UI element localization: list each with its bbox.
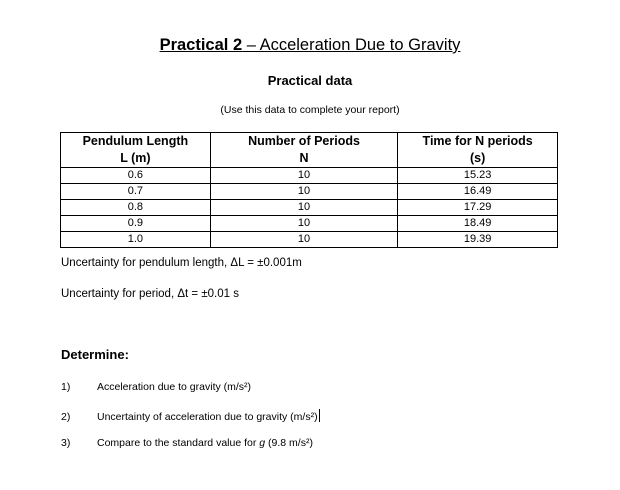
task-text: Acceleration due to gravity (m/s²) xyxy=(97,381,252,393)
task-item xyxy=(61,381,251,393)
section-subtitle: Practical data xyxy=(267,73,353,88)
header-periods-unit: N xyxy=(210,150,398,168)
table-header-row xyxy=(61,133,558,151)
task-text: Uncertainty of acceleration due to gravity (m/s²) xyxy=(97,411,318,423)
cell-periods: 10 xyxy=(210,200,398,216)
task-item xyxy=(61,437,313,449)
header-length: Pendulum Length xyxy=(61,133,211,151)
practical-data-table xyxy=(60,132,558,248)
uncertainty-period: Uncertainty for period, Δt = ±0.01 s xyxy=(61,288,239,300)
task-text-post: (9.8 m/s²) xyxy=(265,437,313,449)
task-item xyxy=(61,409,320,423)
table-row xyxy=(61,200,558,216)
instruction-note: (Use this data to complete your report) xyxy=(220,104,400,116)
cell-time: 18.49 xyxy=(398,216,558,232)
determine-heading: Determine: xyxy=(61,347,129,362)
text-cursor xyxy=(319,409,320,422)
header-time: Time for N periods xyxy=(398,133,558,151)
cell-time: 19.39 xyxy=(398,232,558,248)
cell-periods: 10 xyxy=(210,232,398,248)
title-bold: Practical 2 xyxy=(159,36,243,54)
page-title xyxy=(0,36,620,55)
task-number: 3) xyxy=(61,437,71,449)
table-row xyxy=(61,232,558,248)
cell-length: 1.0 xyxy=(61,232,211,248)
cell-length: 0.8 xyxy=(61,200,211,216)
cell-time: 15.23 xyxy=(398,168,558,184)
table-row xyxy=(61,216,558,232)
title-rest: – Acceleration Due to Gravity xyxy=(242,36,461,54)
cell-length: 0.9 xyxy=(61,216,211,232)
cell-periods: 10 xyxy=(210,184,398,200)
table-header-units-row xyxy=(61,150,558,168)
task-text-italic: g xyxy=(259,437,266,449)
table-row xyxy=(61,184,558,200)
header-periods: Number of Periods xyxy=(210,133,398,151)
cell-time: 16.49 xyxy=(398,184,558,200)
header-time-unit: (s) xyxy=(398,150,558,168)
cell-periods: 10 xyxy=(210,168,398,184)
cell-time: 17.29 xyxy=(398,200,558,216)
task-number: 1) xyxy=(61,381,71,393)
header-length-unit: L (m) xyxy=(61,150,211,168)
task-text: Compare to the standard value for xyxy=(97,437,260,449)
table-row xyxy=(61,168,558,184)
uncertainty-length: Uncertainty for pendulum length, ΔL = ±0.001m xyxy=(61,257,302,269)
cell-length: 0.7 xyxy=(61,184,211,200)
task-number: 2) xyxy=(61,411,71,423)
cell-length: 0.6 xyxy=(61,168,211,184)
cell-periods: 10 xyxy=(210,216,398,232)
